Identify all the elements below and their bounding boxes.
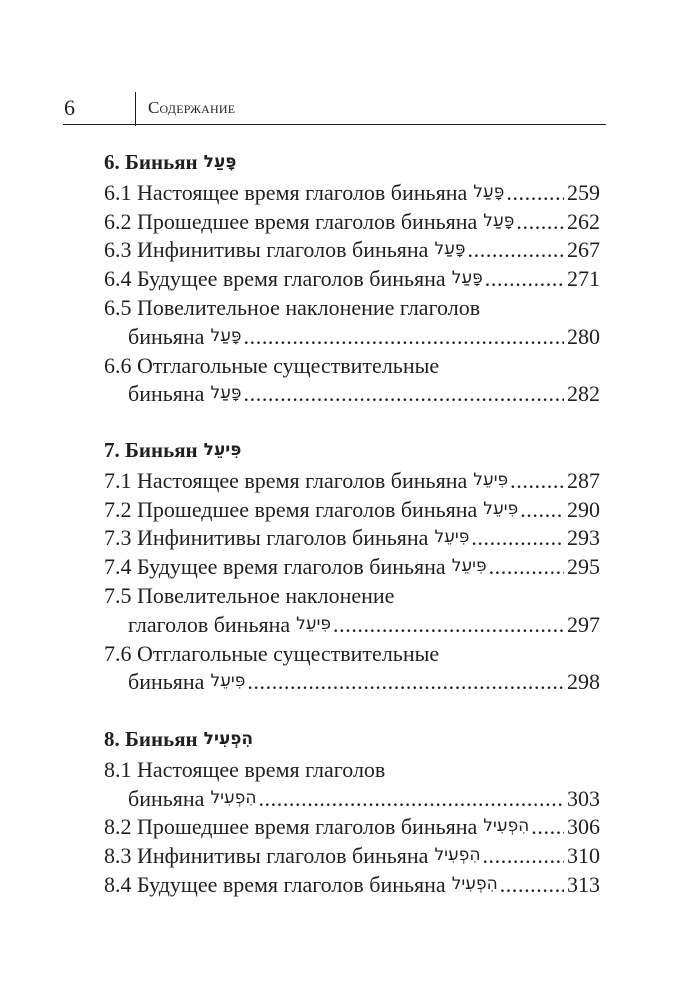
toc-entry-line[interactable]	[104, 581, 600, 610]
toc-entry-hebrew: פִּיעֵל	[296, 613, 332, 634]
toc-entry-hebrew: פָּעַל	[451, 268, 483, 289]
toc-entry-title: 7.6 Отглагольные существительные	[104, 640, 440, 666]
toc-entry[interactable]	[104, 235, 600, 264]
toc-entry-hebrew: הִפְעִיל	[434, 845, 481, 866]
dot-leader	[489, 552, 564, 581]
dot-leader	[333, 610, 564, 639]
dot-leader	[468, 235, 564, 264]
toc-entry[interactable]	[128, 379, 600, 408]
section-heading-hebrew: פִּיעֵל	[203, 440, 242, 460]
toc-entry-title: 7.1 Настоящее время глаголов биньяна	[104, 467, 468, 493]
running-header-title: Содержание	[148, 98, 236, 117]
toc-entry-line[interactable]	[104, 639, 600, 668]
dot-leader	[258, 784, 564, 813]
toc-entry-title: 8.1 Настоящее время глаголов	[104, 756, 386, 782]
toc-entry-page: 303	[567, 785, 600, 811]
toc-entry-page: 259	[567, 179, 600, 205]
toc-entry-page: 293	[567, 525, 600, 551]
toc-entry-title-continued: биньяна	[128, 669, 205, 695]
toc-entry[interactable]	[104, 264, 600, 293]
toc-entry-hebrew: פָּעַל	[210, 383, 242, 404]
toc-entry-hebrew: פָּעַל	[434, 239, 466, 260]
toc-entry-page: 280	[567, 323, 600, 349]
dot-leader	[244, 379, 564, 408]
toc-entry[interactable]	[128, 610, 600, 639]
toc-entry[interactable]	[104, 178, 600, 207]
toc-entry-title: 7.2 Прошедшее время глаголов биньяна	[104, 496, 478, 522]
toc-entry-page: 267	[567, 237, 600, 263]
toc-entry-title-continued: биньяна	[128, 381, 205, 407]
section-heading-hebrew: הִפְעִיל	[203, 729, 254, 749]
toc-entry[interactable]	[128, 667, 600, 696]
toc-entry-page: 262	[567, 208, 600, 234]
toc-entry-page: 271	[567, 266, 600, 292]
dot-leader	[244, 322, 564, 351]
dot-leader	[482, 841, 564, 870]
toc-entry[interactable]	[104, 870, 600, 899]
toc-entry-hebrew: פָּעַל	[483, 210, 515, 231]
toc-entry-hebrew: פִּיעֵל	[210, 671, 246, 692]
toc-entry-page: 287	[567, 467, 600, 493]
toc-entry-hebrew: פָּעַל	[210, 325, 242, 346]
toc-entry-title: 6.4 Будущее время глаголов биньяна	[104, 266, 446, 292]
toc-entry-title: 7.5 Повелительное наклонение	[104, 583, 395, 608]
section-heading-text: 8. Биньян	[104, 727, 198, 751]
toc-entry[interactable]	[104, 495, 600, 524]
toc-entry-hebrew: פִּיעֵל	[434, 527, 470, 548]
section-heading-text: 7. Биньян	[104, 438, 198, 462]
toc-entry-title: 8.3 Инфинитивы глаголов биньяна	[104, 843, 429, 869]
dot-leader	[506, 178, 564, 207]
toc-entry-hebrew: פָּעַל	[473, 181, 505, 202]
toc-entry-hebrew: הִפְעִיל	[483, 816, 530, 837]
header-divider	[135, 92, 136, 126]
toc-entry-hebrew: פִּיעֵל	[483, 498, 519, 519]
toc-entry-title: 8.4 Будущее время глаголов биньяна	[104, 872, 446, 897]
toc-entry[interactable]	[128, 322, 600, 351]
toc-entry-title-continued: глаголов биньяна	[128, 611, 291, 637]
toc-entry[interactable]	[104, 841, 600, 870]
dot-leader	[516, 207, 564, 236]
toc-entry-title-continued: биньяна	[128, 785, 205, 811]
toc-entry[interactable]	[128, 784, 600, 813]
dot-leader	[510, 466, 564, 495]
toc-entry[interactable]	[104, 466, 600, 495]
toc-entry[interactable]	[104, 552, 600, 581]
toc-entry-title: 6.3 Инфинитивы глаголов биньяна	[104, 237, 429, 263]
toc-entry-hebrew: פִּיעֵל	[473, 469, 509, 490]
toc-entry-page: 298	[567, 669, 600, 695]
toc-entry[interactable]	[104, 523, 600, 552]
toc-entry-page: 310	[567, 843, 600, 869]
toc-entry-title: 8.2 Прошедшее время глаголов биньяна	[104, 814, 478, 840]
toc-entry-line[interactable]	[104, 293, 600, 322]
section-heading	[104, 725, 600, 754]
toc-entry-page: 282	[567, 381, 600, 407]
toc-entry[interactable]	[104, 207, 600, 236]
section-heading-hebrew: פָּעַל	[203, 152, 237, 172]
dot-leader	[520, 495, 564, 524]
dot-leader	[500, 870, 564, 899]
toc-entry-title: 6.5 Повелительное наклонение глаголов	[104, 295, 481, 320]
toc-entry-page: 306	[567, 814, 600, 840]
toc-entry-hebrew: הִפְעִיל	[210, 787, 257, 808]
section-heading	[104, 436, 600, 465]
dot-leader	[485, 264, 564, 293]
toc-entry-line[interactable]	[104, 755, 600, 784]
toc-entry-title: 6.1 Настоящее время глаголов биньяна	[104, 179, 468, 205]
dot-leader	[471, 523, 564, 552]
toc-entry-title-continued: биньяна	[128, 323, 205, 349]
toc-entry-page: 295	[567, 554, 600, 580]
header-rule	[63, 124, 606, 125]
toc-entry-page: 297	[567, 611, 600, 637]
toc-entry[interactable]	[104, 812, 600, 841]
toc-entry-hebrew: הִפְעִיל	[451, 874, 498, 894]
toc-entry-title: 6.6 Отглагольные существительные	[104, 352, 440, 378]
toc-entry-title: 7.4 Будущее время глаголов биньяна	[104, 554, 446, 580]
toc-entry-title: 7.3 Инфинитивы глаголов биньяна	[104, 525, 429, 551]
toc-entry-page: 290	[567, 496, 600, 522]
toc-entry-line[interactable]	[104, 351, 600, 380]
dot-leader	[247, 667, 564, 696]
toc-entry-title: 6.2 Прошедшее время глаголов биньяна	[104, 208, 478, 234]
dot-leader	[531, 812, 564, 841]
section-heading	[104, 148, 600, 177]
section-heading-text: 6. Биньян	[104, 150, 198, 174]
page-number: 6	[64, 95, 75, 120]
toc-entry-hebrew: פִּיעֵל	[451, 556, 487, 577]
toc-entry-page: 313	[567, 872, 600, 897]
